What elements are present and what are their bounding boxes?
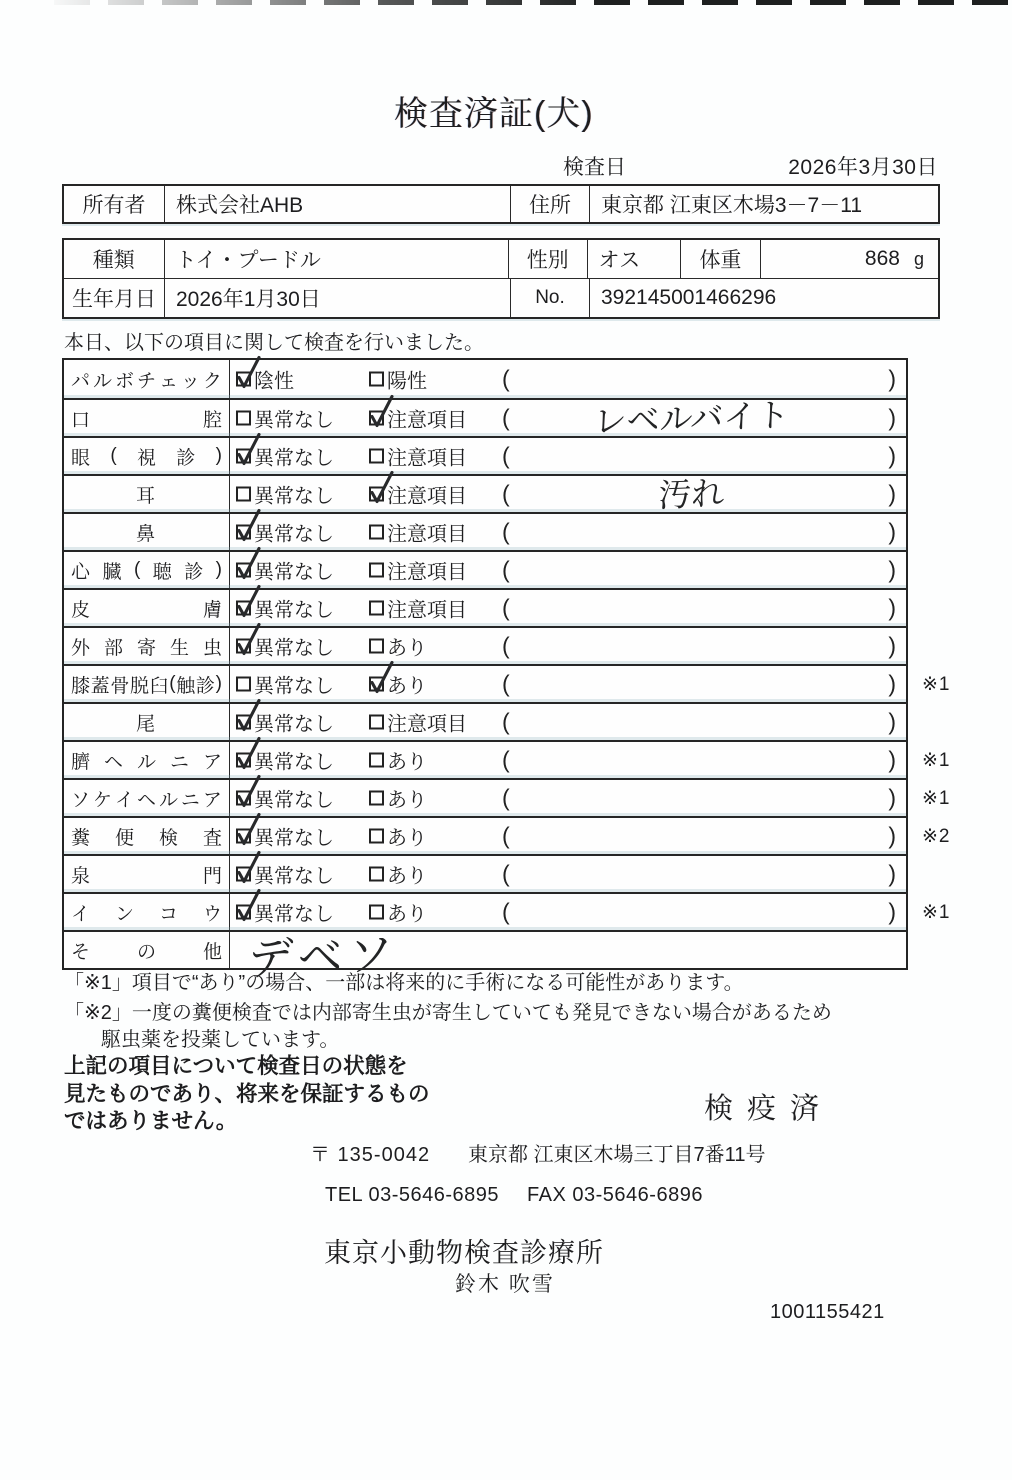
handwritten-note: デベソ <box>246 927 400 986</box>
paren-open: ( <box>502 632 510 659</box>
checkbox-icon[interactable] <box>369 601 384 616</box>
row-content <box>230 780 951 816</box>
row-label-char: パ <box>71 370 91 392</box>
checkbox-icon[interactable] <box>369 753 384 768</box>
paren-close: ) <box>888 480 896 507</box>
checkbox-icon[interactable] <box>369 563 384 578</box>
checkbox-icon[interactable] <box>236 791 251 806</box>
pet-info-table <box>62 238 940 319</box>
handwritten-checkmark-icon <box>233 355 261 391</box>
paren-open: ( <box>502 556 510 583</box>
checklist-row <box>64 512 906 550</box>
row-label-char: 脱 <box>129 675 149 697</box>
checklist-row <box>64 778 951 816</box>
option1-label: 異常なし <box>254 485 334 508</box>
row-label-char: 泉 <box>71 865 91 887</box>
checkbox-icon[interactable] <box>369 449 384 464</box>
checkbox-option-2[interactable] <box>369 784 427 813</box>
row-label-char: の <box>136 941 156 963</box>
row-label <box>64 514 230 550</box>
owner-value: 株式会社AHB <box>165 186 511 222</box>
checkbox-icon[interactable] <box>369 525 384 540</box>
handwritten-checkmark-icon <box>366 394 394 430</box>
row-content <box>230 742 951 778</box>
row-label-char: 診 <box>184 561 204 583</box>
footnote-mark: ※1 <box>922 750 951 771</box>
paren-open: ( <box>502 860 510 887</box>
row-content <box>230 927 906 986</box>
row-label-char: 門 <box>202 865 222 887</box>
checkbox-option-2[interactable] <box>369 442 467 471</box>
checklist-row <box>64 473 906 515</box>
checklist-row <box>64 626 906 664</box>
paren-open: ( <box>502 822 510 849</box>
handwritten-note <box>525 450 858 462</box>
sex-value: オス <box>588 240 682 278</box>
footnote-1: 「※1」項目で“あり”の場合、一部は将来的に手術になる可能性があります。 <box>64 972 744 994</box>
owner-info-table <box>62 184 940 224</box>
row-label-char: ア <box>202 789 222 811</box>
handwritten-note: 汚れ <box>657 473 726 515</box>
checkbox-icon[interactable] <box>369 639 384 654</box>
row-label-char: 診 <box>176 447 196 469</box>
row-label <box>64 400 230 436</box>
option2-label: 注意項目 <box>387 713 467 736</box>
clinic-tel-fax <box>325 1184 703 1207</box>
checkbox-icon[interactable] <box>369 867 384 882</box>
checkbox-option-2[interactable] <box>369 670 427 699</box>
handwritten-note <box>525 678 858 690</box>
option2-label: 注意項目 <box>387 599 467 622</box>
option2-label: あり <box>387 751 427 774</box>
checkbox-option-1[interactable] <box>236 670 334 699</box>
row-label-char: ル <box>136 751 156 773</box>
option1-label: 異常なし <box>254 827 334 850</box>
checkbox-option-2[interactable] <box>369 556 467 585</box>
row-label-char: 骨 <box>110 675 130 697</box>
row-label-char: ボ <box>114 370 134 392</box>
weight-unit: g <box>913 248 924 269</box>
paren-close: ) <box>888 708 896 735</box>
checkbox-option-2[interactable] <box>369 365 427 394</box>
row-content <box>230 514 906 550</box>
row-content <box>230 666 951 702</box>
page-title: 検査済証(犬) <box>394 95 594 133</box>
checkbox-option-2[interactable] <box>369 480 467 509</box>
handwritten-checkmark-icon <box>233 622 261 658</box>
row-label-char: 蓋 <box>90 675 110 697</box>
row-label <box>64 856 230 892</box>
row-label-char: そ <box>71 941 91 963</box>
checklist-row <box>64 702 906 740</box>
paren-open: ( <box>502 708 510 735</box>
paren-close: ) <box>888 860 896 887</box>
row-label-char: 膚 <box>202 599 222 621</box>
row-label-char: ル <box>158 789 178 811</box>
checkbox-icon[interactable] <box>236 601 251 616</box>
handwritten-note <box>525 830 858 842</box>
handwritten-checkmark-icon <box>233 736 261 772</box>
checkbox-option-1[interactable] <box>236 442 334 471</box>
handwritten-checkmark-icon <box>233 584 261 620</box>
handwritten-checkmark-icon <box>233 432 261 468</box>
paren-open: ( <box>502 404 510 431</box>
row-label-char: チ <box>136 370 156 392</box>
row-label-char: ) <box>215 445 222 466</box>
paren-close: ) <box>888 822 896 849</box>
row-label-char: ニ <box>180 789 200 811</box>
weight-cell <box>761 240 938 278</box>
footnote-mark: ※1 <box>922 902 951 923</box>
clinic-name: 東京小動物検査診療所 <box>324 1238 604 1268</box>
checkbox-icon[interactable] <box>236 639 251 654</box>
option2-label: あり <box>387 789 427 812</box>
paren-close: ) <box>888 518 896 545</box>
row-label <box>64 590 230 626</box>
checkbox-icon[interactable] <box>369 372 384 387</box>
footnote-mark: ※1 <box>922 674 951 695</box>
checkbox-icon[interactable] <box>369 677 384 692</box>
handwritten-note <box>525 602 858 614</box>
checkbox-icon[interactable] <box>236 677 251 692</box>
checklist-row <box>64 395 906 442</box>
paren-open: ( <box>502 365 510 392</box>
paren-open: ( <box>502 594 510 621</box>
row-label <box>64 780 230 816</box>
option2-label: 注意項目 <box>387 485 467 508</box>
checkbox-option-1[interactable] <box>236 860 334 889</box>
scan-artifact-top-edge <box>0 0 1012 5</box>
option2-label: 注意項目 <box>387 409 467 432</box>
handwritten-note <box>525 906 858 918</box>
handwritten-note <box>525 526 858 538</box>
owner-address-value: 東京都 江東区木場3－7－11 <box>601 194 862 217</box>
row-label-char: 鼻 <box>135 523 157 545</box>
paren-close: ) <box>888 442 896 469</box>
handwritten-note <box>525 754 858 766</box>
checkbox-option-1[interactable] <box>236 556 334 585</box>
clinic-fax: FAX 03-5646-6896 <box>527 1184 703 1206</box>
row-label-char: 臓 <box>102 561 122 583</box>
option2-label: 注意項目 <box>387 523 467 546</box>
option2-label: 注意項目 <box>387 447 467 470</box>
paren-close: ) <box>888 594 896 621</box>
row-label-char: 心 <box>71 561 91 583</box>
paren-close: ) <box>888 365 896 392</box>
checkbox-icon[interactable] <box>369 715 384 730</box>
row-label <box>64 932 230 968</box>
option2-label: あり <box>387 637 427 660</box>
clinic-address: 東京都 江東区木場三丁目7番11号 <box>468 1144 766 1166</box>
row-label-char: 臼 <box>149 675 169 697</box>
paren-close: ) <box>888 898 896 925</box>
paren-close: ) <box>888 556 896 583</box>
checklist-row <box>64 550 906 588</box>
row-label-char: 便 <box>114 827 134 849</box>
row-label-char: 皮 <box>71 599 91 621</box>
row-label-char: 生 <box>169 637 189 659</box>
row-label-char: ( <box>110 445 117 466</box>
row-label-char: ル <box>92 370 112 392</box>
paren-open: ( <box>502 784 510 811</box>
row-label-char: ) <box>215 673 222 694</box>
checkbox-option-2[interactable] <box>369 518 467 547</box>
checkbox-option-2[interactable] <box>369 632 427 661</box>
row-label-char: ッ <box>180 370 200 392</box>
checkbox-option-1[interactable] <box>236 632 334 661</box>
option1-label: 異常なし <box>254 409 334 432</box>
handwritten-checkmark-icon <box>233 774 261 810</box>
checkbox-option-2[interactable] <box>369 404 467 433</box>
handwritten-note <box>525 564 858 576</box>
checkbox-icon[interactable] <box>369 411 384 426</box>
checkbox-option-2[interactable] <box>369 822 427 851</box>
checklist-row <box>64 740 951 778</box>
intro-text: 本日、以下の項目に関して検査を行いました。 <box>64 332 484 354</box>
checkbox-icon[interactable] <box>236 411 251 426</box>
birth-label: 生年月日 <box>64 279 165 317</box>
row-label-char: コ <box>158 903 178 925</box>
row-label-char: イ <box>71 903 91 925</box>
checklist-row <box>64 816 951 854</box>
checkbox-option-2[interactable] <box>369 594 467 623</box>
handwritten-checkmark-icon <box>366 470 394 506</box>
row-label <box>64 742 230 778</box>
row-content <box>230 818 951 854</box>
row-label <box>64 818 230 854</box>
row-label-char: 触 <box>176 675 196 697</box>
serial-number: 1001155421 <box>770 1301 885 1323</box>
row-label-char: 膝 <box>71 675 91 697</box>
row-label-char: 診 <box>195 675 215 697</box>
row-label-char: 尾 <box>135 713 157 735</box>
option1-label: 異常なし <box>254 751 334 774</box>
checkbox-option-2[interactable] <box>369 746 427 775</box>
row-label-char: ア <box>202 751 222 773</box>
row-label-char: イ <box>114 789 134 811</box>
row-label <box>64 894 230 930</box>
checkbox-icon[interactable] <box>236 525 251 540</box>
paren-open: ( <box>502 898 510 925</box>
handwritten-checkmark-icon <box>233 888 261 924</box>
row-content <box>230 395 906 442</box>
checklist-row <box>64 892 951 930</box>
row-label-char: ニ <box>169 751 189 773</box>
checkbox-option-1[interactable] <box>236 746 334 775</box>
disclaimer-line-2: 見たものであり、将来を保証するもの <box>64 1081 430 1106</box>
row-label-char: ェ <box>158 370 178 392</box>
checkbox-option-1[interactable] <box>236 708 334 737</box>
row-label-char: ( <box>133 559 141 580</box>
handwritten-checkmark-icon <box>233 698 261 734</box>
quarantine-stamp: 検疫済 <box>704 1093 834 1125</box>
row-label-char: 虫 <box>202 637 222 659</box>
checkbox-icon[interactable] <box>236 867 251 882</box>
checkbox-icon[interactable] <box>236 829 251 844</box>
checkbox-icon[interactable] <box>236 563 251 578</box>
no-label: No. <box>511 279 590 317</box>
handwritten-note <box>525 792 858 804</box>
checkbox-option-1[interactable] <box>236 365 294 394</box>
row-label-char: ヘ <box>136 789 156 811</box>
row-label-char: 臍 <box>71 751 91 773</box>
option1-label: 異常なし <box>254 561 334 584</box>
paren-open: ( <box>502 480 510 507</box>
disclaimer-text <box>64 1053 430 1136</box>
row-label-char: 腔 <box>202 409 222 431</box>
option2-label: あり <box>387 675 427 698</box>
checkbox-option-1[interactable] <box>236 594 334 623</box>
row-label-char: 耳 <box>135 485 157 507</box>
option1-label: 異常なし <box>254 713 334 736</box>
no-value: 392145001466296 <box>601 286 777 309</box>
paren-close: ) <box>888 632 896 659</box>
owner-address-label: 住所 <box>511 186 590 222</box>
footnote-2-line1: 「※2」一度の糞便検査では内部寄生虫が寄生していても発見できない場合があるため <box>64 1002 832 1024</box>
breed-value: トイ・プードル <box>165 240 509 278</box>
row-label-char: 検 <box>158 827 178 849</box>
option2-label: 注意項目 <box>387 561 467 584</box>
option2-label: 陽性 <box>387 370 427 393</box>
paren-open: ( <box>502 670 510 697</box>
row-label-char: ク <box>202 370 222 392</box>
checkbox-icon[interactable] <box>236 449 251 464</box>
row-label-char: 聴 <box>152 561 172 583</box>
row-label-char: 糞 <box>71 827 91 849</box>
clinic-postal-code: 〒 135-0042 <box>310 1144 431 1166</box>
option1-label: 異常なし <box>254 637 334 660</box>
paren-close: ) <box>888 670 896 697</box>
row-content <box>230 590 906 626</box>
disclaimer-line-1: 上記の項目について検査日の状態を <box>64 1054 408 1078</box>
paren-close: ) <box>888 784 896 811</box>
checkbox-option-1[interactable] <box>236 480 334 509</box>
checkbox-icon[interactable] <box>369 829 384 844</box>
checklist-row <box>64 588 906 626</box>
row-content <box>230 552 906 588</box>
birth-value: 2026年1月30日 <box>165 279 511 317</box>
handwritten-note <box>525 716 858 728</box>
handwritten-checkmark-icon <box>233 508 261 544</box>
paren-open: ( <box>502 442 510 469</box>
row-content <box>230 628 906 664</box>
sex-label: 性別 <box>509 240 588 278</box>
checkbox-option-1[interactable] <box>236 404 334 433</box>
checkbox-icon[interactable] <box>369 791 384 806</box>
checkbox-icon[interactable] <box>236 905 251 920</box>
option1-label: 異常なし <box>254 789 334 812</box>
row-label-char: 視 <box>136 447 156 469</box>
option1-label: 異常なし <box>254 523 334 546</box>
row-label-char: ( <box>169 673 176 694</box>
checkbox-icon[interactable] <box>236 372 251 387</box>
footnote-2-line2: 駆虫薬を投薬しています。 <box>101 1029 340 1051</box>
row-label-char: 他 <box>202 941 222 963</box>
row-label-char: 外 <box>71 637 91 659</box>
row-label-char: ン <box>114 903 134 925</box>
option2-label: あり <box>387 903 427 926</box>
row-content <box>230 704 906 740</box>
breed-label: 種類 <box>64 240 165 278</box>
weight-value: 868 <box>864 247 900 270</box>
row-label-char: 部 <box>103 637 123 659</box>
handwritten-checkmark-icon <box>366 660 394 696</box>
checkbox-icon[interactable] <box>236 487 251 502</box>
paren-close: ) <box>888 404 896 431</box>
checkbox-icon[interactable] <box>236 715 251 730</box>
owner-label: 所有者 <box>64 186 165 222</box>
handwritten-checkmark-icon <box>233 546 261 582</box>
checkbox-icon[interactable] <box>369 487 384 502</box>
paren-close: ) <box>888 746 896 773</box>
row-label-char: ケ <box>92 789 112 811</box>
row-label-char: ) <box>215 559 222 580</box>
row-label-char: 査 <box>202 827 222 849</box>
row-label-char: ソ <box>71 789 91 811</box>
row-content <box>230 856 906 892</box>
paren-open: ( <box>502 518 510 545</box>
handwritten-checkmark-icon <box>233 850 261 886</box>
option2-label: あり <box>387 865 427 888</box>
option1-label: 陰性 <box>254 370 294 393</box>
row-label-char: 眼 <box>71 447 91 469</box>
row-label <box>64 704 230 740</box>
option2-label: あり <box>387 827 427 850</box>
row-label <box>64 666 230 702</box>
row-label <box>64 628 230 664</box>
handwritten-note: レベルバイト <box>592 395 790 442</box>
inspection-date-value: 2026年3月30日 <box>788 156 938 179</box>
checkbox-option-1[interactable] <box>236 784 334 813</box>
row-label-char: ウ <box>202 903 222 925</box>
handwritten-checkmark-icon <box>233 812 261 848</box>
row-content <box>230 473 906 515</box>
handwritten-note <box>525 640 858 652</box>
row-label <box>64 360 230 398</box>
checkbox-option-2[interactable] <box>369 708 467 737</box>
checkbox-option-1[interactable] <box>236 518 334 547</box>
staff-name: 鈴木 吹雪 <box>455 1273 555 1296</box>
option1-label: 異常なし <box>254 903 334 926</box>
row-label-char: 口 <box>71 409 91 431</box>
checkbox-icon[interactable] <box>236 753 251 768</box>
inspection-date-label: 検査日 <box>563 156 626 179</box>
disclaimer-line-3: ではありません。 <box>64 1109 238 1133</box>
row-label-char: 寄 <box>136 637 156 659</box>
weight-label: 体重 <box>681 240 761 278</box>
footnote-mark: ※1 <box>922 788 951 809</box>
paren-open: ( <box>502 746 510 773</box>
checkbox-option-2[interactable] <box>369 860 427 889</box>
row-label-char: ヘ <box>103 751 123 773</box>
clinic-tel: TEL 03-5646-6895 <box>325 1184 500 1206</box>
row-label <box>64 476 230 512</box>
option1-label: 異常なし <box>254 447 334 470</box>
checklist-row <box>64 664 951 702</box>
row-label <box>64 438 230 474</box>
option1-label: 異常なし <box>254 865 334 888</box>
handwritten-note <box>525 373 858 385</box>
checklist-row <box>64 854 906 892</box>
row-label <box>64 552 230 588</box>
footnote-mark: ※2 <box>922 826 951 847</box>
handwritten-note <box>525 868 858 880</box>
checkbox-option-1[interactable] <box>236 822 334 851</box>
option1-label: 異常なし <box>254 599 334 622</box>
option1-label: 異常なし <box>254 675 334 698</box>
